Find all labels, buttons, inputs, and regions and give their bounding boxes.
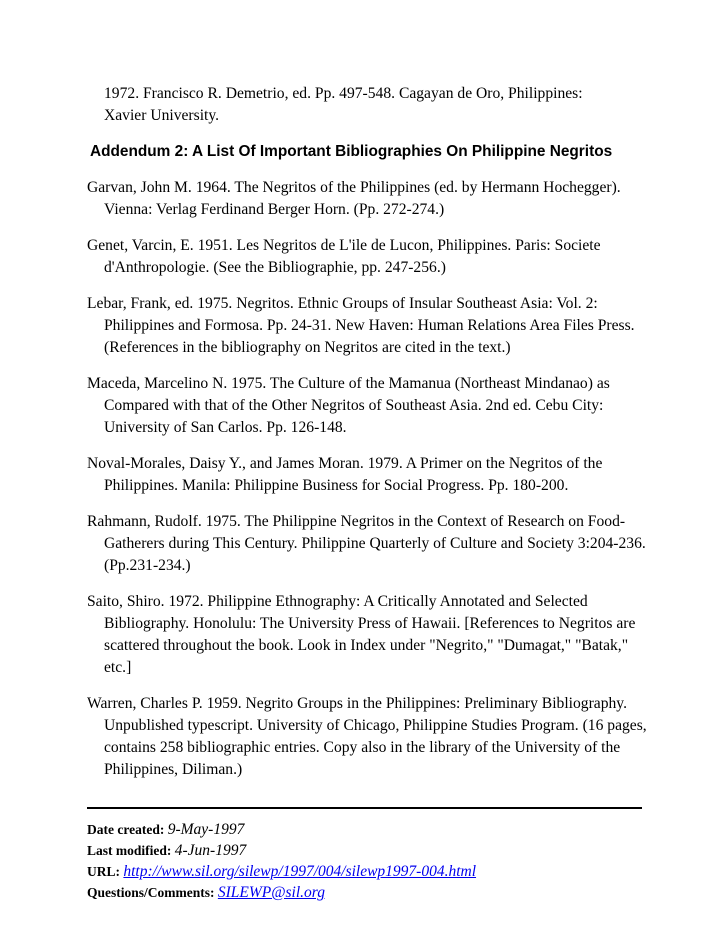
continuation-line-2: Xavier University. bbox=[104, 107, 220, 124]
addendum-heading: Addendum 2: A List Of Important Bibliographies On Philippine Negritos bbox=[90, 143, 613, 160]
bibliography-entry: Saito, Shiro. 1972. Philippine Ethnography: A Critically Annotated and Selected Bibliography. Honolulu: The University Press of Hawaii. [References to Negritos are scattered throughout the book. Look in Index under "Negrito," "Dumagat," "Batak," etc.] bbox=[87, 593, 636, 676]
bibliography-entry: Noval-Morales, Daisy Y., and James Moran. 1979. A Primer on the Negritos of the Philippines. Manila: Philippine Business for Social Progress. Pp. 180-200. bbox=[87, 455, 603, 494]
bibliography-entry: Rahmann, Rudolf. 1975. The Philippine Negritos in the Context of Research on Food-Gatherers during This Century. Philippine Quarterly of Culture and Society 3:204-236. (Pp.231-234.) bbox=[87, 513, 646, 574]
document-page bbox=[87, 83, 647, 903]
date-created bbox=[87, 819, 647, 840]
url-link[interactable]: http://www.sil.org/silewp/1997/004/silewp1997-004.html bbox=[123, 863, 477, 880]
bibliography-entry: Maceda, Marcelino N. 1975. The Culture of the Mamanua (Northeast Mindanao) as Compared with that of the Other Negritos of Southeast Asia. 2nd ed. Cebu City: University of San Carlos. Pp. 126-148. bbox=[87, 375, 610, 436]
continuation-line-1: 1972. Francisco R. Demetrio, ed. Pp. 497-548. Cagayan de Oro, Philippines: bbox=[104, 85, 583, 102]
url-label: URL: bbox=[87, 864, 120, 879]
questions-line bbox=[87, 882, 647, 903]
bibliography-entry: Garvan, John M. 1964. The Negritos of the Philippines (ed. by Hermann Hochegger). Vienna: Verlag Ferdinand Berger Horn. (Pp. 272-274.) bbox=[87, 179, 621, 218]
date-created-label: Date created: bbox=[87, 822, 165, 837]
bibliography-entry: Lebar, Frank, ed. 1975. Negritos. Ethnic Groups of Insular Southeast Asia: Vol. 2: Philippines and Formosa. Pp. 24-31. New Haven: Human Relations Area Files Press. (References in the bibliography on Negritos are cited in the text.) bbox=[87, 295, 635, 356]
date-created-value: 9-May-1997 bbox=[167, 821, 245, 838]
last-modified-label: Last modified: bbox=[87, 843, 172, 858]
footer-divider bbox=[87, 807, 642, 809]
questions-label: Questions/Comments: bbox=[87, 885, 215, 900]
last-modified-value: 4-Jun-1997 bbox=[174, 842, 247, 859]
last-modified bbox=[87, 840, 647, 861]
url-line bbox=[87, 861, 647, 882]
bibliography-entry: Warren, Charles P. 1959. Negrito Groups in the Philippines: Preliminary Bibliography. Unpublished typescript. University of Chicago, Philippine Studies Program. (16 pages, contains 258 bibliographic entries. Copy also in the library of the University of the Philippines, Diliman.) bbox=[87, 695, 647, 778]
email-link[interactable]: SILEWP@sil.org bbox=[217, 884, 325, 901]
bibliography-entry: Genet, Varcin, E. 1951. Les Negritos de L'ile de Lucon, Philippines. Paris: Societe d'Anthropologie. (See the Bibliographie, pp. 247-256.) bbox=[87, 237, 601, 276]
